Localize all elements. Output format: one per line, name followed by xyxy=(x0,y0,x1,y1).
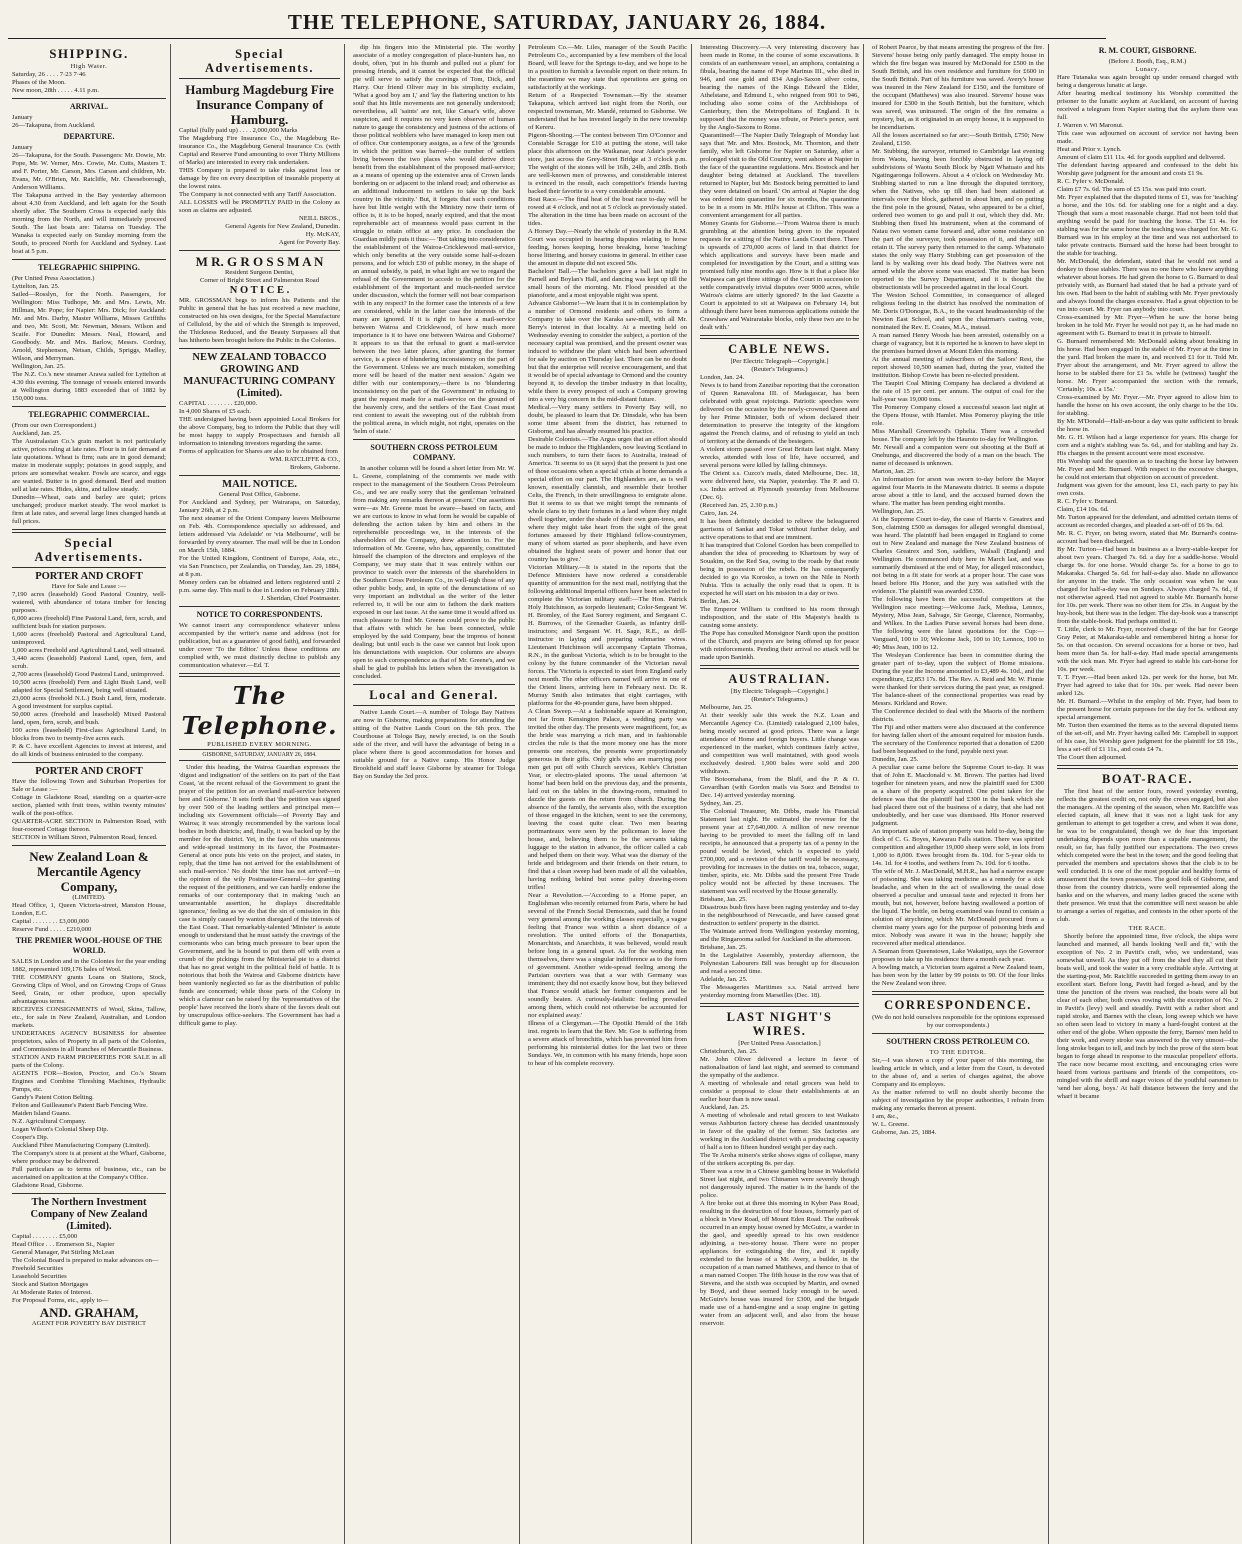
porter-croft-title-2: PORTER AND CROFT xyxy=(35,766,143,777)
editorial-text: Under this heading, the Wairoa Guardian expresses the 'digust and indignation' of the settlers on its part of the East Coast, 'at the recent refusal of the Government to grant the prayer of the petition for an overland mail-service between here and Gisborne.' It sets forth that 'the petition was signed by over 500 of the leading settlers and principal men—including six Government officials—of Poverty Bay and Wairoa; it was strongly recommended by the various local bodies in both districts; and, finally, it was backed up by the member for the district. Yet, in the face of this unanimous and wide-spread testimony in its favor, the Postmaster-General at once puts his veto on the project, and states, in reply, that the time has not arrived for the establishment of such mail-service.' No doubt 'the time has not arrived'—in the opinion of the wily Postmaster-General—for granting the request of the petitioners, and we can hardly endorse the remarks of our contemporary that in making 'such an unwarrantable assertion, he displays discreditable ignorance,' feeling as we do that the sin of omission in this case is simply caused by wanton disregard of the interests of the East Coast. That remarkably-talented 'Minister' is astute enough to understand that he must satisfy the cravings of the cormorants who can bring much pressure to bear upon the Government, and he is bound to put them off with even a crumb of the pickings from the Ministerial pie to a district that has no great weight in the political field of battle. It is notorious that both the Wairoa and Gisborne districts have been wantonly neglected so far as the distribution of public funds are concerned; while those parts of the Colony in which a clamour can be raised by the 'representatives of the people' have received the lion's share of the favors dealt out by unscrupulous office-seekers. The Government has had a difficult game to play. xyxy=(179,764,340,1027)
column-3 xyxy=(349,44,520,1544)
cable-news-sub: [Per Electric Telegraph—Copyright.] (Reuter's Telegrams.) xyxy=(730,358,829,373)
hamburg-agents: NEILL BROS., General Agents for New Zealand, Dunedin. Hy. McKAY, Agent for Poverty Bay. xyxy=(225,215,340,246)
last-nights-wires-heading: LAST NIGHT'S WIRES. xyxy=(726,1010,833,1038)
local-news-items-2: Interesting Discovery.—A very interesting discovery has been made in Rome, in the course of some excavations. It consists of an earthenware vessel, an amphora, containing a fibula, bearing the name of Pope Marinus III., who died in 946, and one gold and 834 Anglo-Saxon silver coins, bearing the names of the Kings Edward the Elder, Athelstane, and Edmund I., who reigned from 901 to 946, including also some coins of the Archbishops of Canterbury, then the Metropolitans of England. It is supposed that the money was tribute, or Peter's pence, sent by the Anglo-Saxons to Rome. Quarantined!—The Napier Daily Telegraph of Monday last says that 'Mr. and Mrs. Bostock, Mr. Thornton, and their family, who left Gisborne for Napier on Saturday, after a prolonged visit to the Old Country, went ashore at Napier in the face of the quarantine regulations. Mrs. Bostock and her daughter being detained at Auckland. The travellers returned to Napier, but Mr. Bostock being permitted to land they were detained on board.' On arrival at Napier the dog was ordered into quarantine for six months, the quarantine to be in a room in Mr. Hill's house at Clifton. This was a convenient arrangement for all parties. Money Grants for Gisborne.—'From Wairoa there is much grumbling at the attention being given to the repeated requests for a sitting of the Native Lands Court there. There is upwards of 270,000 acres of land in that district for which applications and surveys have been made and completed for investigation by the Court, and a sitting was promised fully nine months ago. How is it that a place like Waipawa can get three sittings of the Court in succession to settle comparatively trivial disputes over 9000 acres, while Wairoa's claims are utterly ignored? In the last Gazette a Court is appointed to sit at Waipawa on February 14, but although there have been numerous applications outside the Crawshaw and Wairaratake blocks, only these two are to be dealt with.' xyxy=(700,44,859,331)
porter-croft-title: PORTER AND CROFT xyxy=(35,571,143,582)
greene-letter: Sir,—I was shown a copy of your paper of this morning, the leading article in which, and a letter from the Court, is devoted to the abuse of, and a series of charges against, the above Company and its employes. As the matter referred to will no doubt shortly become the subject of investigation by the proper authorities, I refrain from making any remarks thereon at present. I am, &c., W. L. Greene. Gisborne, Jan. 25, 1884. xyxy=(872,1057,1044,1136)
column-6 xyxy=(868,44,1049,1544)
wool-house-heading: THE PREMIER WOOL-HOUSE OF THE WORLD. xyxy=(15,936,163,955)
local-news-items: Petroleum Co.—Mr. Liles, manager of the South Pacific Petroleum Co., accompanied by a few members of the local Board, will leave for the Springs to-day, and we hope to be in a position to furnish a favorable report on their return. In the meantime we may state that operations are going on satisfactorily at the workings. Return of a Respected Townsman.—By the steamer Takapuna, which arrived last night from the North, our respected townsman, Mr. Mandé, returned to Gisborne. We understand that he has invested largely in the new township of Kereru. Pigeon-Shooting.—The contest between Tim O'Connor and Constable Scragge for £10 at putting the stone, will take place this afternoon on the Waikanae, near Adair's powder store, just across the Grey-Street Bridge at 3 o'clock p.m. The weight of the stones will be 16lb, 24lb, and 28lb. Both are well-known men of prowess, and considerable interest is evinced in the result, each competitor's friends having backed their favorite to a very considerable amount. Boat Race.—The final heat of the boat race to-day will be rowed at 4 o'clock, and not at 5 o'clock as previously stated. The alteration in the time has been made on account of the tides. A Horsey Day.—Nearly the whole of yesterday in the R.M. Court was occupied in hearing disputes relating to horse feeding, horses keeping, horse breaking, horse 'teaching' horse littering, and horsey customs in general. In either case the amount in dispute did not exceed 50s. Bachelors' Ball.—The bachelors gave a ball last night in Parnell and Boylan's Hall, and dancing was kept up till the small hours of the morning. Mr. Flood presided at the pianoforte, and a most enjoyable night was spent. Advance Gisborne!—We learn that it is in contemplation by a number of Ormond residents and others to form a Company to take over the Karaka saw-mill, with all Mr. Berry's interest in that locality. At a meeting held on Wednesday evening to consider the subject, a portion of the necessary capital was promised, and the present owner was induced to withdraw the plant which had been advertised for sale by auction on Thursday last. There can be no doubt but that the enterprise will receive encouragement, and that it would be of special advantage to Ormond and the country beyond it, to develop the timber industry in that locality, while there is every prospect of such a Company growing into a very big concern in the mid-distant future. Medical.—Very many settlers in Poverty Bay will, no doubt, be pleased to learn that Dr. Dinsdale, who has been some time absent from the district, has returned to Gisborne, and has already resumed his practice. Desirable Colonists.—The Argus urges that an effort should be made to induce the Highlanders, now leaving Scotland in such numbers, to turn their faces to Australia, instead of America. 'It seems to us (it says) that the present is just one of those occasions when a special crisis at home demands a special effort on our part. The Highlanders are, as is well known, essentially clannish, and resemble their brother Celts, the French, in their unwillingness to emigrate alone. But it seems to us that we might tempt the remnants of whole clans to try their fortunes in a land where they might dwell together, under the shade of their own gum-trees, and where they might take heart from the sight of the great fortunes amassed by their Highland fellow-countrymen, many of whom started as poor shepherds, and have even obtained the highest seats of power and honor that our country has to give.' Victorian Military.—It is stated in the reports that the Defence Ministers have now ordered a considerable quantity of ammunition for the next mail, notifying that the following additional Imperial officers have been selected to complete the Victorian military staff:—The Hon. Patrick Holy Hutchinson, as torpedo lieutenant; Color-Sergeant W. H. Bromley, of the East Surrey regiment, and Sergeant C. H. Burrows, of the Grenadier Guards, as infantry drill-instructors; and Sergeant W. H. Sage, R.E., as drill-instructor in laying and preparing submarine wires. Lieutenant Hutchinson will accompany Captain Thomas, R.N., in the gunboat Victoria, which is to be brought to the colony by the future commander of the Victorian naval forces. The Victoria is expected to start from England early next month. The other officers named will arrive in one of the Orient liners, arriving here in February next. Dr. R. Murray Smith also intimates that eight carriages, with platforms for the 40-pounder guns, have been shipped. A Clean Sweep.—At a fashionable square at Kensington, not far from Kensington Palace, a wedding party was invited the other day. The presents were magnificent, for, as the bride was marrying a rich man, and in fashionable circles the rule is that the more money one has the more presents one receives, the presents were proportionately generous in their gifts. Only girls who are marrying poor men get put off with Church services, Keble's Christian Year, or electro-plated spoons. The usual afternoon 'at home' had been held on the previous day, and the presents, laid out on the tables in the drawing-room, remained to dazzle the guests on the return from church. During the absence of the family, the servants also, with the exception of those engaged in the kitchen, went to see the ceremony, leaving the coast quite clear. Two men bearing portmanteaux were seen by the policeman to leave the house, and, believing them to be the servants taking luggage to the station in advance, the officer called a cab and helped them on their way. What was the dismay of the bride and bridegroom and their friends on their return, to find that a clean sweep had been made of all the valuables, having nothing behind but some paltry drawing-room trifles! Near a Revolution.—'According to a Home paper, an Englishman who recently returned from Paris, where he had several of the French Social Democrats, said that he found very general among the working classes especially, a vague feeling that France was within a short distance of a revolution. The united efforts of the Bonapartists, Monarchists, and Anarchists, it was believed, would result before long in a general upset. As for the working men themselves, there was a singular indifference as to the form of government. Another wide-spread feeling among the Parisian ouvriers was that a war with Germany was imminent; they did not exactly know how, but they believed that France would attack her former conquerors and be soundly beaten. A curiously-fatalistic feeling prevailed among them, which could not otherwise be accounted for nor explained away.' Illness of a Clergyman.—The Opotiki Herald of the 16th inst. regrets to learn that the Rev. Mr. Goe is suffering from a severe attack of bronchitis, which has prevented him from performing his ministerial duties for the last two or three Sundays. We, in common with his many friends, hope soon to hear of his complete recovery. xyxy=(528,44,687,1067)
notice-title: N O T I C E . xyxy=(229,285,290,296)
correspondents-title: NOTICE TO CORRESPONDENTS. xyxy=(196,610,323,619)
telegraphic-commercial-text: (From our own Correspondent.) Auckland, Jan. 25. The Australasian Co.'s grain market is not particularly active, prices ruling at late rates. Flour is in fair demand at late quotations. Wheat is firm; oats are in good demand; maize in moderate supply; potatoes in good supply, and prices are somewhat weaker. Fowls are scarce, and eggs are wanted. Butter is in good demand. Beef and mutton sell at late rates. Hides, skins, and tallow steady. Dunedin—Wheat, oats and barley are quiet; prices unchanged; produce market steady. The wool market is firm at late rates, and several large lines changed hands at full prices. xyxy=(12,422,166,525)
cable-news-text: London, Jan. 24. News is to hand from Zanzibar reporting that the coronation of Queen Ranavalona III. of Madagascar, has been celebrated with great rejoicings. Patriotic speeches were delivered on the occasion by the newly-crowned Queen and by her Prime Minister, both of whom declared their determination to preserve the integrity of the kingdom against the French claims, and of refusing to yield an inch of territory at the demands of the besiegers. A violent storm passed over Great Britain last night. Many wrecks, attended with loss of life, have occurred, and several persons were killed by falling chimneys. The Orient s.s. Cuzco's mails, dated Melbourne, Dec. 18, were delivered here, via Napier, yesterday. The P. and O. s.s. Indus arrived at Plymouth yesterday from Melbourne (Dec. 6). (Received Jan. 25, 2.30 p.m.) Cairo, Jan. 24. It has been definitely decided to relieve the beleaguered garrisons of Sankat and Tokar without further delay, and active operations to that end are imminent. It has transpired that Colonel Gordon has been compelled to abandon the idea of proceeding to Khartoum by way of Souakim, on the Red Sea, owing to the roads by that route being in possession of the rebels. He has consequently decided to go via Korosko, a town on the Nile in North Nubia. This is actually the only road that is open. It is expected he will start on his mission in a day or two. Berlin, Jan. 24. The Emperor William is confined to his room through indisposition, and the state of His Majesty's health is causing some anxiety. The Pope has consulted Monsignor Nardi upon the position of the Church, and prayers are being offered up for peace with reinforcements. Pending their arrival no attack will be made upon Baninkh. xyxy=(700,374,859,661)
column-grid xyxy=(8,44,1238,1544)
tide-table: Saturday, 26 . . . . 7·23 7·46 Phases of the Moon. New moon, 28th . . . . . 4.11 p.m. xyxy=(12,71,99,94)
telegraphic-shipping-heading: TELEGRAPHIC SHIPPING. xyxy=(38,263,140,272)
porter-croft-agents: P. & C. have excellent Agencies to invest at interest, and do all kinds of business entrusted to the company. xyxy=(12,743,166,758)
column-2 xyxy=(175,44,345,1544)
departure-heading: DEPARTURE. xyxy=(63,132,115,141)
departure-text: January 26—Takapuna, for the South. Passengers: Mr. Dowie, Mr. Pope, Mr. W. Verner, Mrs. Cowie, Mr. Cutts, Masters T. and F. Porter, Mr. Carson, Mrs. Carson and children, Mr. Evans, Mr. O'Brien, Mr. Ratcliffe, Mr. Cheeseborough, Anderson Williams. The Takapuna arrived in the Bay yesterday afternoon about 4.30 from Auckland, and left again for the South shortly after. The Southern Cross is expected early this morning from the North, and will immediately proceed South. The last boats are: Taiaroa on Tuesday. The Wanaka is expected early on Sunday morning from the South, to proceed North for Auckland and Sydney. Last boat at 5 p.m. xyxy=(12,144,166,255)
local-native-lands: Native Lands Court.—A number of Tologa Bay Natives are now in Gisborne, making preparations for attending the sitting of the Native Lands Court on the 6th prox. The Courthouse at Tologa Bay, newly erected, is on the South side of the river, and will have the advantage of being in a place where there is good accommodation for horses and suitable ground for a Native camp. His Honor Judge Brookfield and staff leave Gisborne by steamer for Tologa Bay on Sunday the 3rd prox. xyxy=(353,709,515,780)
editorial-continued: dip his fingers into the Ministerial pie. The worthy associate of a motley congregation of place-hunters has, no doubt, often, 'put in his thumb and pulled out a plum' for pressing friends, and it cannot be expected that the official pie will serve to satisfy the cravings of Tom, Dick, and Harry. Our friend Oliver may in his simplicity exclaim, 'What a good boy am I,' and 'lay the flattering unction to his soul' that his little movements are not generally understood; nevertheless, all 'saints' are not, like Cæsar's wife, above suspicion, and it requires no very keen observer of human nature to gauge the consistency and justness of the actions of those political wobblers who have managed to keep men out of office. Our contemporary assigns, as a few of the 'grounds in which the petition was barred—the number of settlers living between the two places who would derive direct benefit from the establishment of the proposed mail-service; as a means of opening up the extensive area of Crown lands bordering on or adjacent to the inland road; and otherwise as an additional inducement to settlers to take up the back country in the vicinity.' But, it forgets that such conditions have but little weight with the Ministry now their term of office is, it is to be hoped, nearly expired, and that the most reprehensible act of meanness would pass current in the struggle to retain office at any price. In conclusion the Guardian mildly puts it thus:— 'But taking into consideration the establishment of the Wairoa-Cricklewood mail-service, which only benefits at the very outside some half-a-dozen persons, and for which £30 of public money, in the shape of an annual subsidy, is paid, in what light are we to regard the refusal of the Government to accede to the petition for the establishment of the important and much-needed service under discussion, which the former will not bear comparison with in any respect? In the former case the interests of a few are considered, while in the latter case the interests of the many are ignored. If it is right to have a mail-service between Wairoa and Cricklewood, of how much more importance is it to have one between Wairoa and Gisborne? It appears to us that the refusal to grant a mail-service between the two latter places, after granting the former service, is a piece of blundering inconsistency on the part of the Government. Unless we are much mistaken, something more will be heard of the matter next session.' Again we differ with our contemporary,—there is no 'blundering inconsistency on the part of the Government' in refusing to grant the request made for a mail-service on the ground of the heavenly crew, and the settlers of the East Coast must rest content to await the sweeping out of the rubbish from the political arena, in which might, not right, operates on the 'helm of state.' xyxy=(353,44,515,435)
scp-text: In another column will be found a short letter from Mr. W. L. Greene, complaining of the comments we made with respect to the management of the Southern Cross Petroleum Co., and we are really sorry that the gentleman 'refrained from making any remarks thereon at present.' Our assertions were—as Mr. Greene must be aware—based on facts, and we are curious to know in what form he would be capable of defending the action taken by him and others in the reprehensible proceedings we, in the interests of the shareholders of the Company, drew attention to. For the information of Mr. Greene, who has, apparently, constituted himself the champion of the directors and employes of the Company, we may state that it was entirely within our province to watch over the interests of the shareholders in the Southern Cross Petroleum Co., in well-nigh those of any other public body, and, in spite of the denunciations of so very important an individual as the writer of the letter referred to, it will be our aim to fathom the dark matters exposed in our last issue. At the same time it would afford us much pleasure to find Mr. Greene could prove to the public that affairs with which he has been connected, while employed by the said Company, bear the impress of honest dealing; but until such is the case we cannot but look upon his denunciations with suspicion. Our columns are always open to such correspondence as that of Mr. Greene's, and we shall be glad to publish his letters when the investigation is concluded. xyxy=(353,465,515,680)
porter-croft-town-listings: Have the following Town and Suburban Properties for Sale or Lease :— Cottage in Gladstone Road, standing on a quarter-acre section, planted with fruit trees, within twenty minutes' walk of the post-office. QUARTER-ACRE SECTION in Palmerston Road, with four-roomed Cottage thereon. SECTION in William Street, Palmerston Road, fenced. xyxy=(12,778,166,841)
grossman-sub: Resident Surgeon Dentist, xyxy=(225,269,294,276)
letter-heading: SOUTHERN CROSS PETROLEUM CO. xyxy=(886,1037,1030,1046)
paper-dateline: GISBORNE, SATURDAY, JANUARY 26, 1884. xyxy=(179,749,340,761)
local-general-heading: Local and General. xyxy=(369,688,499,702)
mail-notice-sub: General Post Office, Gisborne. xyxy=(218,491,301,498)
rm-court-heading: R. M. COURT, GISBORNE. xyxy=(1098,46,1197,55)
nz-loan-title: New Zealand Loan & Mercantile Agency Company, xyxy=(29,849,149,894)
northern-investment-title: The Northern Investment Company of New Zealand (Limited). xyxy=(30,1197,148,1232)
notice-text: MR. GROSSMAN begs to inform his Patients and the Public in general that he has just received a new machine, constructed on his own designs, for the Special Manufacture of Celluloid, by the aid of which the Strength is improved, the Thickness Reduced, and the Beauty Surpasses all that has hitherto been brought before the Public in the Colonies. xyxy=(179,297,340,344)
nz-loan-capital: Head Office, 1, Queen Victoria-street, Mansion House, London, E.C. Capital . . . . . . . . £3,000,000 Reserve Fund . . . . . £210,000 xyxy=(12,902,166,933)
correspondence-heading: CORRESPONDENCE. xyxy=(884,998,1032,1012)
boat-race-heading: BOAT-RACE. xyxy=(1101,772,1194,786)
high-water-label: High Water. xyxy=(70,63,108,70)
column-4 xyxy=(524,44,692,1544)
graham-title: AND. GRAHAM, xyxy=(39,1305,139,1320)
special-ads-heading-1: Special Advertisements. xyxy=(34,536,144,564)
cable-news-heading: CABLE NEWS. xyxy=(728,342,831,356)
paper-sub: PUBLISHED EVERY MORNING. xyxy=(207,741,312,748)
column-7 xyxy=(1053,44,1242,1544)
rm-court-text: Hare Tutanaka was again brought up under remand charged with being a dangerous lunatic at large. After hearing medical testimony his Worship committed the prisoner to the lunatic asylum at Auckland, on account of having received a telegram from Napier stating that the asylum there was full. J. Warren v. Wi Maronui. This case was adjourned on account of service not having been made. Heat and Prior v. Lynch. Amount of claim £11 11s. 4d. for goods supplied and delivered. The defendant having appeared and confessed to the debt his Worship gave judgment for the amount and costs £1 9s. R. C. Fyfer v. McDonald. Claim £7 7s. 6d. The sum of £5 15s. was paid into court. Mr. Fryer explained that the disputed items of £1, was for 'teaching' a horse, and the 10s. 6d. for stabling one for a night and a day. Though that sum a most reasonable charge. Had not been told that anything would be paid for teaching the horse. The £1 4s. for stabling was for the same horse the teaching was charged for. Mr. G. Burnard was in his employ at the time and was not authorised to take private contracts. Burnard said the horse had been brought to the stable for teaching. Mr. McDonald, the defendant, stated that he would not send a donkey to those stables. There was no one there who knew anything whatever about horses. He had given the horse to G. Burnard to deal privately with, as Burnard had stated that he had a private yard of his own. Had been to the habit of stabling with Mr. Fryer previously and always found the charges excessive. Had a great objection to be run into court. Mr. Fryer ran anybody into court. Cross-examined by Mr. Fryer—When he saw the horse being broken in he told Mr. Fryer he would not pay it, as he had made no agreement with G. Burnard to treat it in private to himself. G. Burnard remembered Mr. McDonald asking about breaking in his horse. Had been engaged in the stable of Mr. Fryer at the time in the yard. Had broken the mare in, and received £1 for it. Told Mr. Fryer about the arrangement, and Mr. Fryer agreed to allow the horse to be stabled there for £1 5s. while he (witness) 'taught' the horse. Mr. Fryer accompanied the section with the remark, 'Certainly; 10s. a 15s.' Cross-examined by Mr. Fryer.—Mr. Fryer agreed to allow him to handle the horse on his own account, the only charge to be the 10s. for stabling. By Mr. M'Donald—Half-an-hour a day was quite sufficient to break the horse in. Mr. G. H. Wilson had a large experience for years. His charge for corn and a night's stabling was 5s. 6d., and for stabling and hay 2s. His charges in the present account were most excessive. His Worship said the question as to teaching the horse lay between Mr. Fryer and Mr. Burnard. With respect to the excessive charges, he could not entertain that objection on account of precedent. Judgment was given for the amount, less £1, each party to pay his own costs. R. C. Fyfer v. Burnard. Claim, £14 10s. 6d. Mr. Turton appeared for the defendant, and admitted certain items of account as recorded charges, and pleaded a set-off of £6 9s. 6d. Mr. R. C. Fryer, on being sworn, stated that Mr. Burnard's contra-account had been discharged. By Mr. Turton—Had been in business as a livery-stable-keeper for about two years. Charged 7s. 6d. a day for a saddle-horse. Would charge 9s. for one horse. Would charge 5s. for a horse to go to Makaraka. Charged 5s. 6d. for half-a-day also. Made no allowance for anyone in the trade. The only occasion was when he was charged for half-a-day was on Sundays. Always charged 7s. 6d., if not otherwise agreed. Had not agreed to stable Mr. Burnard's horse for 10s. per week. There was no other item for 25s. in August by the buy-book, but there was in the ledger. The day-book was a transcript from the stable-book. Had perhaps omitted it. T. Little, clerk to Mr. Fryer, received charge of the bar for George Gray Peter, at Makaraka-table and remembered hiring a horse for 5s. on that occasion. On several occasions for a horse or two, had been more than 5s. for half-a-day. Had made special arrangements with the sick man. Mr. Fryer had agreed to stable his cart-horse for 10s. per week. T. T. Fryer.—Had been asked 12s. per week for the horse, but Mr. Fryer had agreed to take that for 10s. per week. Had never been asked 12s. Mr. H. Burnard.—Whilst in the employ of Mr. Fryer, had been to the present horse for certain purposes for the day for 5s. without any special arrangement. Mr. Turton then examined the items as to the several disputed items of the set-off, and Mr. Fryer having called Mr. Campbell in support of his case, his Worship gave judgment for the plaintiff for £8 19s., less a set-off of £1 11s., and costs £4 7s. The Court then adjourned. xyxy=(1057,74,1238,761)
scp-heading: SOUTHERN CROSS PETROLEUM COMPANY. xyxy=(370,443,498,462)
to-editor: TO THE EDITOR. xyxy=(929,1049,987,1056)
rm-court-sub: (Before J. Booth, Esq., R.M.) xyxy=(1108,58,1187,65)
correspondents-text: We cannot insert any correspondence whatever unless accompanied by the writer's name and address (not for publication, but as a guarantee of good faith), and forwarded under cover 'To the Editor.' Unless these conditions are complied with, we must distinctly decline to publish any communication whatever.—Ed. T. xyxy=(179,622,340,669)
correspondence-note: (We do not hold ourselves responsible for the opinions expressed by our correspondents.) xyxy=(872,1014,1044,1029)
northern-investment-text: Capital . . . . . . . . £5,000 Head Office . . . Emmerson St., Napier General Manager, Pat Stirling McLean The Colonial Board is prepared to make advances on— Freehold Securities Leasehold Securities Stock and Station Mortgages At Moderate Rates of Interest. For Proposal Forms, etc., apply to— xyxy=(12,1233,159,1304)
grossman-address: Corner of Bright Street and Palmerston Road xyxy=(199,277,320,284)
australian-sub: [By Electric Telegraph—Copyright.] (Reuter's Telegrams.) xyxy=(730,688,828,703)
hamburg-text: Capital (fully paid up) . . . . 2,000,000 Marks The Magdeburg Fire Insurance Co., the Magdeburg Re-insurance Co., the Magdeburg General Insurance Co. (with Capital and Reserve Fund amounting to over Thirty Millions of Marks) are interested in every risk undertaken. THIS Company is prepared to take risks against loss or damage by fire on every description of insurable property at the lowest rates. The Company is not connected with any Tariff Association. ALL LOSSES will be PROMPTLY PAID in the Colony as soon as claims are adjusted. xyxy=(179,127,340,214)
porter-croft-sub: Have for Sale and Lease :— xyxy=(51,583,127,590)
grossman-title: M R. G R O S S M A N xyxy=(195,254,324,269)
wool-house-text: SALES in London and in the Colonies for the year ending 1882, represented 109,176 bales of Wool. THE COMPANY grants Loans on Stations, Stock, Growing Clips of Wool, and on Growing Crops of Grass Seed, Grain, or other produce, upon specially advantageous terms. RECEIVES CONSIGNMENTS of Wool, Skins, Tallow, etc., for sale in New Zealand, Australian, and London markets. UNDERTAKES AGENCY BUSINESS for absentee proprietors, sales of Property in all parts of the Colonies, and Commissions in all branches of Mercantile Business. STATION AND FARM PROPERTIES FOR SALE in all parts of the Colony. AGENTS FOR—Boston, Proctor, and Co.'s Steam Engines and Combine Threshing Machines, Hydraulic Pumps, etc. Gandy's Patent Cotton Belting. Felton and Guilleaume's Patent Barb Fencing Wire. Maiden Island Guano. N.Z. Agricultural Company. Logan Wilson's Colonial Sheep Dip. Cooper's Dip. Auckland Fibre Manufacturing Company (Limited). The Company's store is at present at the Wharf, Gisborne, where produce may be delivered. Full particulars as to terms of business, etc., can be ascertained on application at the Company's Office. Gladstone Road, Gisborne. xyxy=(12,958,166,1189)
boat-race-text: The first heat of the senior fours, rowed yesterday evening, reflects the greatest credit on, not only the crews engaged, but also the managers. At the opening of the season, when Mr. Ratcliffe was elected captain, all knew that it was not a light task for any gentleman to attempt to get together a crew, and when it was done, he was to be congratulated, though we do fear this important undertaking depends upon more than a capable management, the result, so far, has fully justified our expectations. The two crews which competed were the best in the town; and the good feeling that pervaded the members and spectators shows that the club is to be well conducted. It is one of the most popular and healthy forms of amusement that the town possesses. The good folk of Gisborne, and those from the country districts, were well represented along the banks and on the wharves, and many ladies graced the scene with their presence. We trust that the committee will next season be able to arrange a series of regattas, and contests in the other sports of the club. xyxy=(1057,788,1238,923)
the-race-heading: THE RACE. xyxy=(1128,925,1167,932)
australian-text: Melbourne, Jan. 25. At their weekly sale this week the N.Z. Loan and Mercantile Agency Co. (Limited) catalogued 2,100 bales, being mostly secured at good prices. There was a large attendance of Home and foreign buyers. Little change was experienced in the market, which continues fairly active, and competition was well maintained, with good wools exclusively desired. 1,900 bales were sold and 200 withdrawn. The Botoomahana, from the Bluff, and the P. & O. Govardhan (with Gordon mails via Suez and Brindisi to Dec. 14) arrived yesterday morning. Sydney, Jan. 25. The Colonial Treasurer, Mr. Dibbs, made his Financial Statement last night. He estimated the revenue for the present year at £7,640,000. A million of new revenue having to be provided to meet the falling off in land receipts, he announced that a property tax of a penny in the pound would be levied, which is expected to yield £700,000, and a revision of the tariff would be necessary, providing for increases in the duties on tea, tobacco, sugar, timber, spirits, etc. Mr. Dibbs said the present Free Trade policy would not be affected by these increases. The statement was well received by the House generally. Brisbane, Jan. 25. Disastrous bush fires have been raging yesterday and to-day in the neighbourhood of Newcastle, and have caused great destruction to settlers' property in the district. The Waimate arrived from Wellington yesterday morning, and the Ringarooma sailed for Auckland in the afternoon. Brisbane, Jan. 25. In the Legislative Assembly, yesterday afternoon, the Polynesian Labourers Bill was brought up for discussion and read a second time. Adelaide, Jan. 25. The Messageries Maritimes s.s. Natal arrived here yesterday morning from Marseilles (Dec. 18). xyxy=(700,704,859,999)
column-5 xyxy=(696,44,864,1544)
arrival-text: January 26—Takapuna, from Auckland. xyxy=(12,114,96,129)
mail-notice-sign: J. Sheridan, Chief Postmaster. xyxy=(260,595,340,602)
tobacco-title: NEW ZEALAND TOBACCO GROWING AND MANUFACTURING COMPANY (Limited). xyxy=(183,352,336,399)
telegraphic-shipping-text: (Per United Press Association.) Lyttelton, Jan. 25. Sailed—Rosslyn, for the North. Passengers, for Wellington: Miss Tudhope, Mr. and Mrs. Lewis, Mr. Hillman, Mr. Pope; for Napier: Mrs. Dick; for Auckland: Mr. and Mrs. Darby, Master Williams, Misses Griffiths and two, Mr. Scott, Mr. Newman, Messrs. Wilson and Scaife. For Dunedin: Messrs. Neal, Howard, and Goodbody. Mr. and Mrs. Barlow, Messrs. Cordray, Arnold, Stephenson, Netsan, Childs, Spriggs, Madley, Wilson, and Merryman. Wellington, Jan. 25. The N.Z. Co.'s new steamer Arawa sailed for Lyttelton at 4.30 this evening. The tonnage of vessels entered inwards at Wellington during 1883 exceeded that of 1882 by 150,000 tons. xyxy=(12,275,166,402)
special-ads-heading-2: Special Advertisements. xyxy=(205,47,314,75)
mail-notice-title: MAIL NOTICE. xyxy=(222,479,297,490)
hamburg-title: Hamburg Magdeburg Fire Insurance Company of Hamburg. xyxy=(185,82,334,127)
paper-title: The Telephone. xyxy=(181,681,338,740)
arrival-heading: ARRIVAL. xyxy=(69,102,109,111)
telegraphic-commercial-heading: TELEGRAPHIC COMMERCIAL. xyxy=(28,410,150,419)
graham-sub: AGENT FOR POVERTY BAY DISTRICT xyxy=(31,1320,147,1327)
column-1 xyxy=(8,44,171,1544)
shipping-heading: SHIPPING. xyxy=(49,46,129,61)
wires-continued: of Robert Pearce, by that means arresting the progress of the fire. Stevens' house being only partly damaged. The empty house in which the fire began was insured by McDonald for £500 in the South British, and his own residence and furniture for £600 in the South British. Part of his furniture was saved. Avery's house was insured in the New Zealand for £150, and the furniture of the occupant (Matthews) was also insured. Stevens' house was insured for £300 in the South British, but the furniture, which was saved, was uninsured. The origin of the fire remains a mystery, but, as it originated in an empty house, it is supposed to be incendiarism. All the losses ascertained so far are:—South British, £750; New Zealand, £150. Mr. Stubbing, the surveyor, returned to Cambridge last evening from Waotu, having been forcibly obstructed in laying off subdivisions of Waotu South Block by Ngati Whatuaio and his Ngatingaronga followers. About a 4 o'clock on Wednesday Mr. Stubbing started to run a line through the disputed territory, when the Natives, who up till then had been stationed at intervals over the block, gathered in about him, and on putting the first pole in the ground, Natau, who appeared to be a chief, ordered two women to go and pull it out, which they did. Mr. Stubbing then fixed his instrument, when at the command of Natau two women came forward and, after some resistance on the part of the surveyor, took possession of it, and they still retain it. The survey party then returned to the camp. Whatunaio states the only way Harry Stubbing can get possession of the land is by walking over his dead body. The Natives were not armed while the above scene was enacted. The matter has been reported to the Survey Department, and it is thought the obstructionists will be proceeded against in the local Court. The Weston School Committee, in consequence of alleged religious feeling in the district has resolved the nomination of Mr. Doris O'Donogue, B.A., to the vacant headmastership of the Newton East School, and upon the chairman's casting vote, nominated the Rev. E. Coates, M.A., instead. A man named Henry Woods has been arrested, ostensibly on a charge of vagrancy, but it is reported he is known to have slept in the premises burned down at Mount Eden this morning. At the annual meeting of subscribers of the Sailors' Rest, the report showed 10,500 seamen had, during the year, visited the institution. Bishop Cowie has been re-elected president. The Taupiri Coal Mining Company has declared a dividend at the rate of 15 per cent. per annum. The output of coal for the half-year was 19,000 tons. The Pomeroy Company closed a successful season last night at the Opera House, with Hamlet. Miss Pomeroy playing the title role. Miss Marshall Greenwood's Ophelia. There was a crowded house. The company left by the Hauroto to-day for Wellington. Mr. Newall and a companion were out shooting at the Buff at Onehunga, and discovered the body of a man on the beach. The name of deceased is unknown. Marton, Jan. 25. An information for arson was sworn to-day before the Mayor against four Maoris in the Manawatu district. It seems a dispute arose about a title to land, and the accused burned down the whare. The matter has been pending eight months. Wellington, Jan. 25. At the Supreme Court to-day, the case of Harris v. Greatrex and Son, claiming £500 as damages for alleged wrongful dismissal, was heard. The plaintiff had been engaged in England to come out to New Zealand and manage the New Zealand business of Charles Greatrex and Son, saddlers, Walsall (England) and Wellington. He commenced duty here in March last, and was summarily dismissed at the end of May, for alleged misconduct, not being in a fit state for work at a proper hour. The case was heard before His Honor, and the jury was satisfied with the evidence. The plaintiff was awarded £350. The following have been the successful competitors at the Wellington race meeting:—Welcome Jack, Medusa, Lennox, Mystery, Miss Jean, Salvage, Sir George, Clarence, Normanby, and Wilkes. In the Ladies Purse several horses had been done. The following were the latest quotations for the Cup:—Vanguard, 100 to 10; Welcome Jack, 100 to 10; Lennox, 100 to 40; Miss Jean, 100 to 12. The Wesleyan Conference has been in committee during the greater part of to-day, upon the subject of Home missions. During the year the Income amounted to £3,489 4s. 10d., and the expenditure, £2,853 17s. 8d. The Rev. A. Reid and Mr. W. Finnie were thanked for their services during the past year, as resigned. The balance-sheet of the connectional properties was read by Messrs. Kirkland and Rowe. The Conference decided to deal with the Maoris of the northern districts. The Fiji and other matters were also discussed at the conference for having fallen short of the amount required for mission funds. The secretary of the Conference reported that a donation of £200 had been bequeathed to the fund, payable next year. Dunedin, Jan. 25. A peculiar case came before the Supreme Court to-day. It was that of John E. Macdonald v. M. Brown. The parties had lived together for nineteen years, and now the plaintiff sued for £300 as a share of the property acquired. One point taken for the defence was that the plaintiff had £300 in the bank which she had placed there out of the business of a dairy, that she had not undoubtedly, and her case was dismissed. His Honor reserved judgment. An important sale of station property was held to-day, being the flock of C. G. Boyes, Kawarau Falls station. There was spirited competition and altogether 19,000 sheep were sold, in lots from 1,000 to 8,000. Ewes brought from 8s. 10d. for 5-year olds to 14s. 1d. for 4 tooths, and wethers from 7s. 10d. for 6 tooths. The wife of Mr. J. MacDonald, M.H.R., has had a narrow escape of poisoning. She was taking medicine as a remedy for a sick headache, and when in the act of swallowing the usual dose observed a peculiar and unusual taste and rejected it from her mouth, but not, however, before having swallowed a portion of the liquid. The bottle, on being examined was found to contain a solution of strychnine, which Mr. McDonald procured from a chemist many years ago for the purpose of poisoning birds and mice. Nobody was aware it was in the house; happily she recovered after medical attendance. A Seaman from Queenstown, Lake Wakatipu, says the Governor proposes to take up his residence there a month each year. A bowling match, a Victorian team against a New Zealand team, has been won by the latter by 99 points to 90. Of the four links the New Zealand won three. xyxy=(872,44,1044,987)
last-nights-wires-sub: [Per United Press Association.] xyxy=(738,1040,821,1047)
mail-notice-text: For Auckland and Sydney, per Wairarapa, on Saturday, January 26th, at 2 p.m. The next steamer of the Orient Company leaves Melbourne on Feb. 4th. Correspondence specially so addressed, and letters addressed 'via Adelaide' or 'via Melbourne', will be forwarded by every steamer. The mail will be due in London on March 15th, 1884. For the United Kingdom, Continent of Europe, Asia, etc., via San Francisco, per Zealandia, on Tuesday, Jan. 29, 1884, at 8 p.m. Money orders can be obtained and letters registered until 2 p.m. same day. This mail is due in London on February 28th. xyxy=(179,499,340,594)
australian-heading: AUSTRALIAN. xyxy=(728,672,831,686)
last-nights-wires-text: Christchurch, Jan. 25. Mr. John Oliver delivered a lecture in favor of nationalisation of land last night, and seemed to command the sympathy of the audience. A meeting of wholesale and retail grocers was held to consider a proposal to close their establishments at an earlier hour than is now usual. Auckland, Jan. 25. A meeting of wholesale and retail grocers to test Waikato versus Ashburton factory cheese has decided unanimously in favor of the quality of the former. Six factories are working in the Auckland district with a producing capacity of half a ton to fifteen hundred weight per day each. The Te Aroha miners's strike shows signs of collapse, many of the strikers accepting 8s. per day. There was a row in a Chinese gambling house in Wakefield Street last night, and two Chinamen were severely though not dangerously injured. The matter is in the hands of the police. A fire broke out at three this morning in Kyber Pass Road, resulting in the destruction of four houses, formerly part of a block in View Road, off Mount Eden Road. The outbreak occurred in an empty house owned by McGuire, a warder in the gaol, and speedily spread to his own residence adjoining, a two-storey house. There were no proper appliances for extinguishing the fire, and it rapidly extended to the house of a Mr. Avery, a builder, in the occupation of a man named Matthews, and thence to that of a man named Cooper. The fifth house in the row was that of Stevens, and the sixth was occupied by Martin, and owned by Boyd, and these seemed lucky enough to be saved. McGuire's house was insured for £300, and the brigade made use of a hand-engine and a soap engine in getting water from an adjacent well, and also from the house reservoir. xyxy=(700,1048,859,1327)
nz-loan-limited: (LIMITED). xyxy=(72,894,106,901)
porter-croft-listings: 7,190 acres (leasehold) Good Pastoral Country, well-watered, with abundance of totara timber for fencing purposes. 6,000 acres (freehold) Fine Pastoral Land, fern, scrub, and sufficient bush for station purposes. 1,600 acres (freehold) Pastoral and Agricultural Land, unimproved. 1,000 acres Freehold and Agricultural Land, well situated. 3,440 acres (leasehold) Pastoral Land, open, fern, and scrub. 2,700 acres (leasehold) Good Pastoral Land, unimproved. 10,500 acres (freehold) Fern and Light Bush Land, well adapted for Special Settlement, being well situated. 23,000 acres (freehold N.L.) Bush Land, fern, moderate. A good investment for surplus capital. 50,000 acres (freehold and leasehold) Mixed Pastoral land, open, fern, scrub, and bush. 100 acres (leasehold) First-class Agricultural Land, in blocks from two to twenty-five acres each. xyxy=(12,591,166,742)
tobacco-sign: WM. RATCLIFFE & CO., Brokers, Gisborne. xyxy=(269,456,340,471)
page-masthead: THE TELEPHONE, SATURDAY, JANUARY 26, 1884. xyxy=(8,10,1106,39)
the-race-text: Shortly before the appointed time, five o'clock, the ships were launched and manned, all hands looking 'well and fit,' with the exception of No. 2 in Pavitt's craft, who, we understand, was somewhat unwell. As they put off from the shed they all cut their boats well, and took the water in a very creditable style. Arriving at the starting-post, Mr. Ratcliffe succeeded in getting them away to an excellent start. Before long, Pavitt had forged a-head, and by the time the junction of the rivers was reached, the boats were all but clear of each other, both crews rowing with the exception of No. 2 in Pavitt's (levy) well and steadily. Pavitt with a rather short and rapid stroke, and Barnes with the clean, long sweep which we have so often seen lead to victory in many a hard-fought contest at the other end of the globe. When opposite the ferry, Barnes' men held to their work, and every stroke was answered to the very utmost—the long stroke began to tell, and inch by inch the prow of the stern boat began to forge ahead in response to the muscular propellers' efforts. The race now became most exciting, and encouraging cries were heard from various partisans and friends of the competitors, co-mingled with the shrill and eager voices of the youthful oarsmen to 'send her along, boys.' At half distance between the ferry and the wharf it became xyxy=(1057,933,1238,1100)
tobacco-text: CAPITAL . . . . . . . . £20,000. In 4,000 Shares of £5 each. THE undersigned having been appointed Local Brokers for the above Company, beg to inform the Public that they will be most happy to supply Prospectuses and furnish all information to intending investors regarding the same. Forms of application for Shares are also to be obtained from xyxy=(179,400,340,455)
lunacy-label: Lunacy. xyxy=(1135,66,1160,73)
